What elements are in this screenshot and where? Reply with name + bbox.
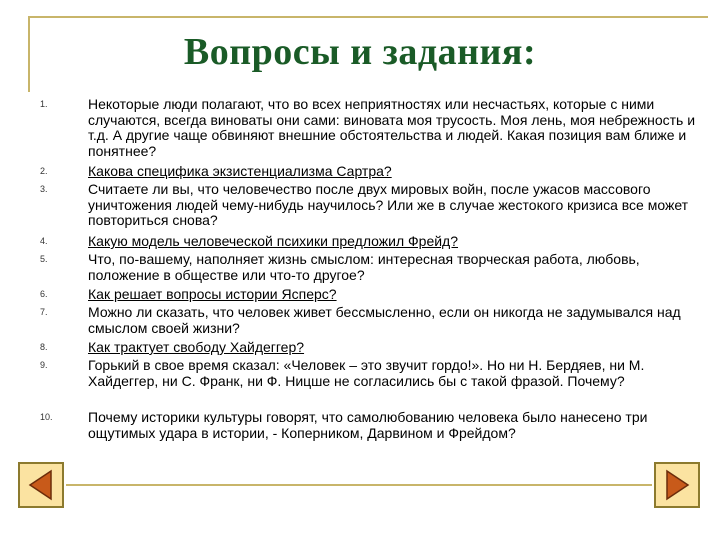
question-text: Некоторые люди полагают, что во всех неприятностях или несчастьях, которые с ними случаются, всегда виноваты они сами: виновата моя трусость. Моя лень, моя небрежность и т.д. А другие чаще обвиняют внешние обстоятельства и людей. Какая позиция вам ближе и понятнее? (88, 96, 696, 159)
item-number: 5. (40, 254, 48, 264)
item-number: 6. (40, 289, 48, 299)
item-number: 10. (40, 412, 53, 422)
item-number: 1. (40, 99, 48, 109)
item-number: 8. (40, 342, 48, 352)
slide-title: Вопросы и задания: (183, 31, 537, 73)
next-slide-button[interactable] (654, 462, 700, 508)
triangle-right-icon (656, 464, 698, 506)
frame-bottom-line (66, 484, 652, 486)
previous-slide-button[interactable] (18, 462, 64, 508)
item-number: 7. (40, 307, 48, 317)
question-link[interactable]: Как решает вопросы истории Ясперс? (88, 286, 337, 302)
question-text: Почему историки культуры говорят, что самолюбованию человека было нанесено три ощутимых удара в истории, - Коперником, Дарвином и Фрейдом? (88, 409, 648, 441)
item-number: 9. (40, 360, 48, 370)
question-text: Можно ли сказать, что человек живет бессмысленно, если он никогда не задумывался над смыслом своей жизни? (88, 304, 681, 336)
question-text: Считаете ли вы, что человечество после двух мировых войн, после ужасов массового уничтожения людей чему-нибудь научилось? Или же в случае жестокого кризиса все может повториться снова? (88, 181, 689, 228)
question-link[interactable]: Какова специфика экзистенциализма Сартра? (88, 163, 392, 179)
item-number: 2. (40, 166, 48, 176)
item-number: 4. (40, 236, 48, 246)
item-number: 3. (40, 184, 48, 194)
question-link[interactable]: Как трактует свободу Хайдеггер? (88, 339, 305, 355)
question-text: Горький в свое время сказал: «Человек – это звучит гордо!». Но ни Н. Бердяев, ни М. Хайдеггер, ни С. Франк, ни Ф. Ницше не согласились бы с такой фразой. Почему? (88, 357, 645, 389)
question-link[interactable]: Какую модель человеческой психики предложил Фрейд? (88, 233, 459, 249)
triangle-left-icon (20, 464, 62, 506)
question-text: Что, по-вашему, наполняет жизнь смыслом: интересная творческая работа, любовь, положение в обществе или что-то другое? (88, 251, 640, 283)
